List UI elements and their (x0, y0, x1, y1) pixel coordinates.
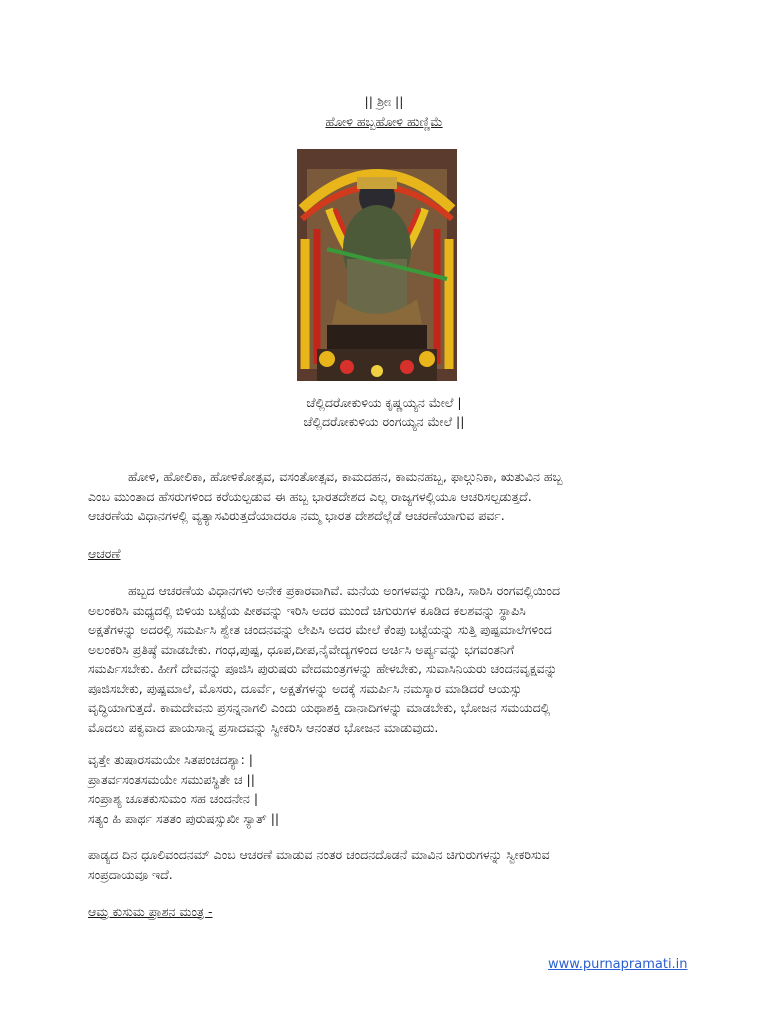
body-line: ಹಬ್ಬದ ಆಚರಣೆಯ ವಿಧಾನಗಳು ಅನೇಕ ಪ್ರಕಾರವಾಗಿವೆ. ಮನೆಯ ಅಂಗಳವನ್ನು ಗುಡಿಸಿ, ಸಾರಿಸಿ ರಂಗವಲ್ಲಿಯಿಂದ (128, 583, 561, 598)
sloka-line: ಸಂಪ್ರಾಶ್ಯ ಚೂತಕುಸುಮಂ ಸಹ ಚಂದನೇನ | (88, 791, 259, 806)
body-line: ಅಲಂಕರಿಸಿ ಪ್ರತಿಷ್ಠೆ ಮಾಡಬೇಕು. ಗಂಧ,ಪುಷ್ಪ, ಧೂಪ,ದೀಪ,ನೈವೇದ್ಯಗಳಿಂದ ಅರ್ಚಿಸಿ ಅರ್ಪ್ಯವನ್ನು ಭಗವಂತನಿಗೆ (88, 641, 515, 657)
after-line: ಸಂಪ್ರದಾಯವೂ ಇದೆ. (88, 866, 173, 882)
intro-line: ಹೋಳಿ, ಹೋಲಿಕಾ, ಹೋಳಿಕೋತ್ಸವ, ವಸಂತೋತ್ಸವ, ಕಾಮದಹನ, ಕಾಮನಹಬ್ಬ, ಫಾಲ್ಗುನಿಕಾ, ಋತುವಿನ ಹಬ್ಬ (128, 469, 563, 484)
body-paragraph (88, 581, 688, 737)
body-line: ಪೂಜಿಸಬೇಕು, ಪುಷ್ಪಮಾಲೆ, ಮೊಸರು, ದೂರ್ವೆ, ಅಕ್ಷತೆಗಳನ್ನು ಅದಕ್ಕೆ ಸಮರ್ಪಿಸಿ ನಮಸ್ಕಾರ ಮಾಡಿದರೆ ಆಯಸ್ಸು (88, 680, 522, 696)
body-line: ಅಲಂಕರಿಸಿ ಮಧ್ಯದಲ್ಲಿ ಬಿಳಿಯ ಬಟ್ಟೆಯ ಪೀಠವನ್ನು ಇರಿಸಿ ಅದರ ಮುಂದೆ ಚಿಗುರುಗಳ ಕೂಡಿದ ಕಲಶವನ್ನು ಸ್ಥಾಪಿಸಿ (88, 602, 526, 618)
after-paragraph (88, 845, 688, 884)
section-heading: ಆಚರಣೆ (88, 546, 121, 561)
mantra-heading: ಆಮ್ರ ಕುಸುಮ ಪ್ರಾಶನ ಮಂತ್ರ - (88, 904, 213, 919)
intro-line: ಆಚರಣೆಯ ವಿಧಾನಗಳಲ್ಲಿ ವ್ಯತ್ಯಾಸವಿರುತ್ತದೆಯಾದರೂ ನಮ್ಮ ಭಾರತ ದೇಶದೆಲ್ಲೆಡೆ ಆಚರಣೆಯಾಗುವ ಪರ್ವ. (88, 508, 505, 523)
body-line: ಅಕ್ಷತೆಗಳನ್ನು ಅದರಲ್ಲಿ ಸಮರ್ಪಿಸಿ ಶ್ವೇತ ಚಂದನವನ್ನು ಲೇಪಿಸಿ ಅದರ ಮೇಲೆ ಕೆಂಪು ಬಟ್ಟೆಯನ್ನು ಸುತ್ತಿ ಪುಷ್ಪಮಾಲೆಗಳಿಂದ (88, 622, 552, 637)
after-line: ಪಾಡ್ಯದ ದಿನ ಧೂಲಿವಂದನಮ್ ಎಂಬ ಆಚರಣೆ ಮಾಡುವ ನಂತರ ಚಂದನದೊಡನೆ ಮಾವಿನ ಚಿಗುರುಗಳನ್ನು ಸ್ವೀಕರಿಸುವ (88, 847, 550, 862)
invocation-line: || ಶ್ರೀಃ || (364, 94, 404, 109)
verse-line-1: ಚೆಲ್ಲಿದರೋಕುಳಿಯ ಕೃಷ್ಣಯ್ಯನ ಮೇಲೆ | (306, 395, 462, 410)
deity-photo (297, 149, 457, 381)
body-line: ಸಮರ್ಪಿಸಬೇಕು. ಹೀಗೆ ದೇವನನ್ನು ಪೂಜಿಸಿ ಪುರುಷರು ವೇದಮಂತ್ರಗಳನ್ನು ಹೇಳಬೇಕು, ಸುವಾಸಿನಿಯರು ಚಂದನವೃಕ್ಷವನ್ನು (88, 661, 558, 676)
intro-line: ಎಂಬ ಮುಂತಾದ ಹೆಸರುಗಳಿಂದ ಕರೆಯಲ್ಪಡುವ ಈ ಹಬ್ಬ ಭಾರತದೇಶದ ಎಲ್ಲ ರಾಜ್ಯಗಳಲ್ಲಿಯೂ ಆಚರಿಸಲ್ಪಡುತ್ತದೆ. (88, 488, 532, 504)
page-title: ಹೋಳಿ ಹಬ್ಬಹೋಳಿ ಹುಣ್ಣಿಮೆ (325, 114, 443, 129)
body-line: ಮೊದಲು ಪಕ್ವವಾದ ಪಾಯಸಾನ್ನ ಪ್ರಸಾದವನ್ನು ಸ್ವೀಕರಿಸಿ ಆನಂತರ ಭೋಜನ ಮಾಡುವುದು. (88, 719, 439, 735)
sloka-line: ಸತ್ಯಂ ಹಿ ಪಾರ್ಥ ಸತತಂ ಪುರುಷಸ್ಸುಖೀ ಸ್ಯಾತ್ || (88, 810, 280, 826)
body-line: ವೃದ್ಧಿಯಾಗುತ್ತದೆ. ಕಾಮದೇವನು ಪ್ರಸನ್ನನಾಗಲಿ ಎಂದು ಯಥಾಶಕ್ತಿ ದಾನಾದಿಗಳನ್ನು ಮಾಡಬೇಕು, ಭೋಜನ ಸಮಯದಲ್ಲಿ (88, 700, 551, 715)
sloka-line: ಪ್ರಾತರ್ವಸಂತಸಮಯೇ ಸಮುಪಸ್ಥಿತೇ ಚ || (88, 771, 255, 787)
sloka-line: ವೃತ್ತೇ ತುಷಾರಸಮಯೇ ಸಿತಪಂಚದಶ್ಯಾ: | (88, 752, 253, 767)
verse-line-2: ಚೆಲ್ಲಿದರೋಕುಳಿಯ ರಂಗಯ್ಯನ ಮೇಲೆ || (303, 414, 465, 429)
intro-paragraph (88, 467, 688, 526)
sloka-block (88, 750, 688, 828)
website-link[interactable]: www.purnapramati.in (548, 957, 688, 972)
